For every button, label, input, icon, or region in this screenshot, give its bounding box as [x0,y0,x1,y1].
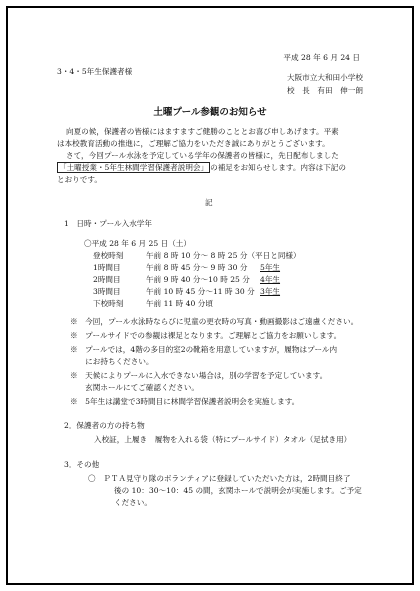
intro-line-4-rest: の補足をお知らせします。内容は下記の [210,163,346,172]
other-line-2: 後の 10：30～10：45 の間，玄関ホールで説明会が実施します。ご予定 [114,486,362,495]
note-line: ※ プールサイドでの参観は裸足となります。ご理解とご協力をお願いします。 [70,331,342,340]
meeting-name-boxed: 「土曜授業・5年生林間学習保護者説明会」 [59,163,209,172]
sender-school: 大阪市立大和田小学校 [287,73,363,82]
intro-line-1: 向夏の候，保護者の皆様にはますますご健勝のこととお喜び申しあげます。平素 [66,127,339,136]
sender-principal: 校 長 有田 伸一朗 [287,86,363,95]
intro-line-4 [57,163,346,173]
schedule-label: 下校時刻 [93,299,124,308]
schedule-grade: 3年生 [260,287,281,296]
schedule-time: 午前 10 時 45 分～11 時 30 分 [146,287,255,296]
schedule-time: 午前 8 時 10 分～ 8 時 25 分（平日と同様） [146,251,301,260]
other-line-1: 〇 ＰＴＡ見守り隊のボランティアに登録していただいた方は，2時間目終了 [88,474,351,483]
note-line: 玄関ホールにてご確認ください。 [70,383,199,392]
event-date: 〇平成 28 年 6 月 25 日（土） [84,239,191,248]
section-2-heading: 2．保護者の方の持ち物 [64,421,145,430]
recipient: 3・4・5年生保護者様 [57,67,133,76]
document-date: 平成 28 年 6 月 24 日 [283,53,360,62]
schedule-time: 午前 8 時 45 分～ 9 時 30 分 [146,263,248,272]
note-line: ※ 今回，プール水泳時ならびに児童の更衣時の写真・動画撮影はご遠慮ください。 [70,317,359,326]
schedule-time: 午前 9 時 40 分～10 時 25 分 [146,275,250,284]
schedule-label: 1時間目 [93,263,121,272]
section-3-heading: 3．その他 [64,460,100,469]
schedule-label: 3時間目 [93,287,121,296]
page-title: 土曜プール参観のお知らせ [153,107,267,118]
intro-line-3: さて，今回プール水泳を予定している学年の保護者の皆様に，先日配布しました [66,151,339,160]
ki-marker: 記 [205,198,213,207]
section-1-heading: 1 日時・プール入水学年 [64,219,152,228]
intro-line-2: は本校教育活動の推進に，ご理解ご協力をいただき誠にありがとうございます。 [57,139,330,148]
note-line: にお持ちください。 [70,357,154,366]
schedule-grade: 5年生 [260,263,281,272]
schedule-grade: 4年生 [260,275,281,284]
note-line: ※ プールでは，4階の多目的室2の靴箱を用意していますが，履物はプール内 [70,345,338,354]
note-line: ※ 5年生は講堂で3時間目に林間学習保護者説明会を実施します。 [70,397,300,406]
other-line-3: ください。 [114,498,152,507]
schedule-label: 登校時刻 [93,251,124,260]
schedule-time: 午前 11 時 40 分頃 [146,299,213,308]
intro-line-5: とおりです。 [57,175,102,184]
schedule-label: 2時間目 [93,275,121,284]
note-line: ※ 天候によりプールに入水できない場合は，別の学習を予定しています。 [70,371,328,380]
belongings-list: 入校証，上履き 履物を入れる袋（特にプールサイド）タオル（足拭き用） [94,435,352,444]
